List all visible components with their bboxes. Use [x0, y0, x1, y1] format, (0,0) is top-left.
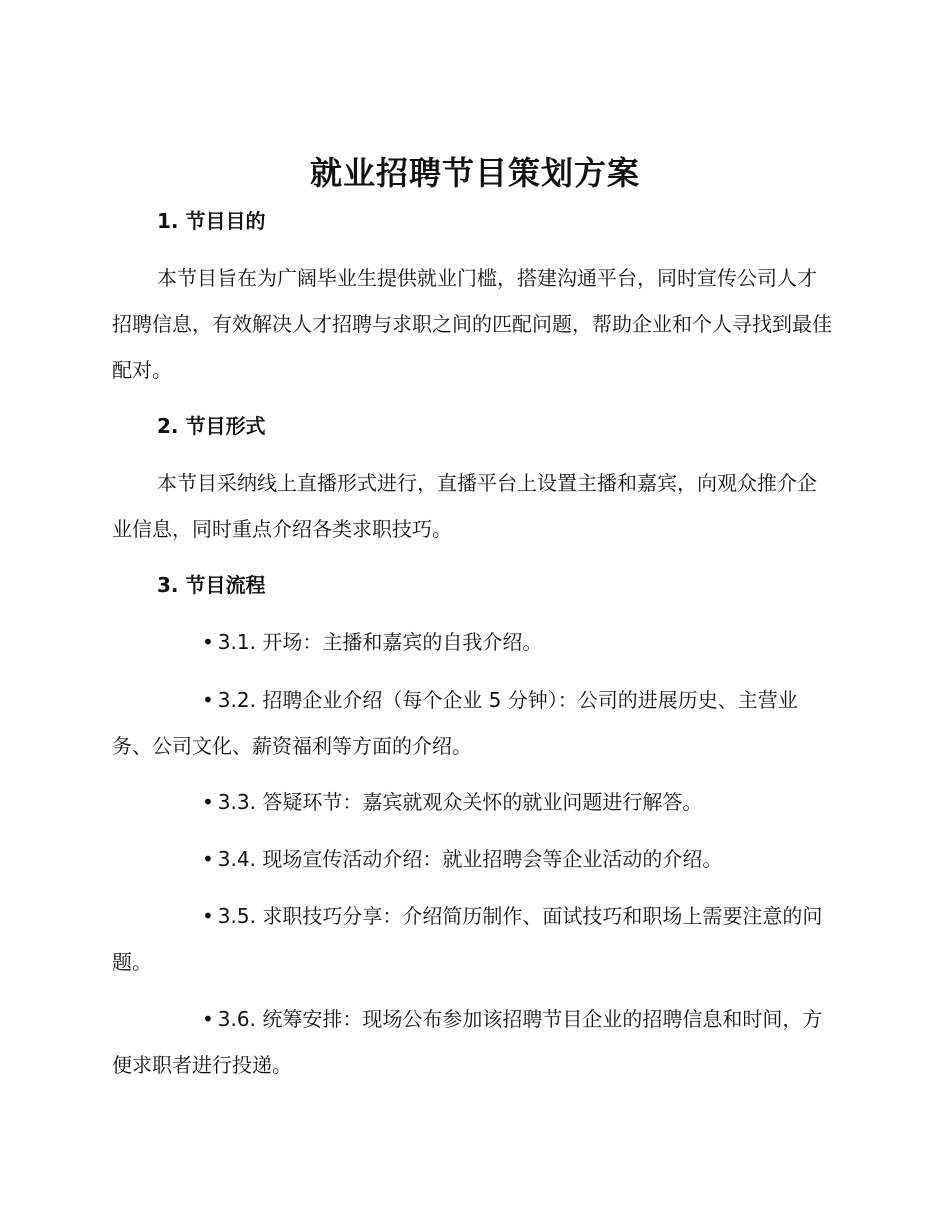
- section-heading-process: 3. 节目流程: [157, 573, 266, 597]
- bullet-marker: •: [202, 630, 214, 654]
- list-item-text: 3.6. 统筹安排：现场公布参加该招聘节目企业的招聘信息和时间，方便求职者进行投递。: [112, 1007, 823, 1077]
- bullet-marker: •: [202, 790, 214, 814]
- list-item: [112, 677, 832, 769]
- list-item: [112, 619, 832, 665]
- list-item-text: 3.5. 求职技巧分享：介绍简历制作、面试技巧和职场上需要注意的问题。: [112, 904, 823, 974]
- list-item: [112, 836, 832, 882]
- section-paragraph-purpose: 本节目旨在为广阔毕业生提供就业门槛，搭建沟通平台，同时宣传公司人才招聘信息，有效解决人才招聘与求职之间的匹配问题，帮助企业和个人寻找到最佳配对。: [112, 266, 832, 382]
- list-item-text: 3.2. 招聘企业介绍（每个企业 5 分钟）：公司的进展历史、主营业务、公司文化、薪资福利等方面的介绍。: [112, 688, 798, 758]
- list-item: [112, 996, 832, 1088]
- bullet-marker: •: [202, 1007, 214, 1031]
- section-heading-purpose: 1. 节目目的: [157, 209, 266, 233]
- list-item: [112, 893, 832, 985]
- list-item-text: 3.3. 答疑环节：嘉宾就观众关怀的就业问题进行解答。: [217, 790, 703, 814]
- bullet-marker: •: [202, 688, 214, 712]
- list-item-text: 3.4. 现场宣传活动介绍：就业招聘会等企业活动的介绍。: [217, 847, 723, 871]
- section-paragraph-format: 本节目采纳线上直播形式进行，直播平台上设置主播和嘉宾，向观众推介企业信息，同时重点介绍各类求职技巧。: [112, 471, 817, 541]
- document-title: 就业招聘节目策划方案: [309, 154, 640, 192]
- list-item: [112, 779, 832, 825]
- bullet-marker: •: [202, 904, 214, 928]
- bullet-marker: •: [202, 847, 214, 871]
- list-item-text: 3.1. 开场：主播和嘉宾的自我介绍。: [217, 630, 543, 654]
- section-heading-format: 2. 节目形式: [157, 414, 266, 438]
